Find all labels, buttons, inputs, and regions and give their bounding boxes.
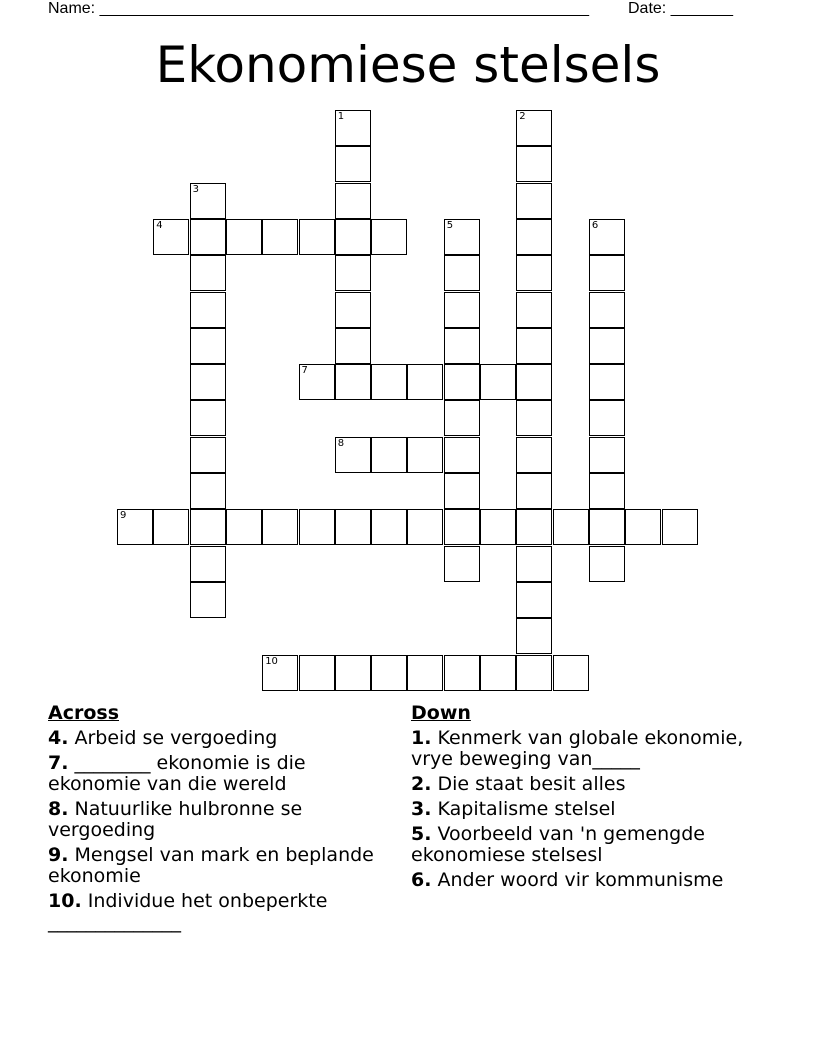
- grid-cell[interactable]: [299, 655, 335, 691]
- grid-cell[interactable]: [444, 509, 480, 545]
- grid-cell[interactable]: [190, 400, 226, 436]
- grid-cell[interactable]: [190, 582, 226, 618]
- name-field-label[interactable]: Name: _______________________________________________________: [48, 0, 589, 17]
- grid-cell[interactable]: [480, 364, 516, 400]
- clue-across-4: [48, 728, 388, 749]
- grid-cell[interactable]: [335, 255, 371, 291]
- grid-cell[interactable]: [589, 437, 625, 473]
- grid-cell[interactable]: [516, 618, 552, 654]
- grid-cell[interactable]: [335, 219, 371, 255]
- grid-cell[interactable]: [516, 146, 552, 182]
- grid-cell[interactable]: [153, 219, 189, 255]
- clue-number: 1.: [411, 727, 432, 749]
- grid-cell[interactable]: [190, 219, 226, 255]
- grid-cell[interactable]: [553, 509, 589, 545]
- clue-across-7: [48, 753, 388, 795]
- grid-cell[interactable]: [407, 437, 443, 473]
- grid-cell[interactable]: [589, 364, 625, 400]
- grid-cell[interactable]: [262, 219, 298, 255]
- grid-cell[interactable]: [190, 328, 226, 364]
- grid-cell[interactable]: [516, 655, 552, 691]
- clue-text: Natuurlike hulbronne se vergoeding: [48, 798, 303, 841]
- grid-cell[interactable]: [444, 437, 480, 473]
- clue-across-9: [48, 845, 388, 887]
- grid-cell[interactable]: [371, 437, 407, 473]
- grid-cell[interactable]: [516, 328, 552, 364]
- grid-cell[interactable]: [299, 509, 335, 545]
- grid-cell[interactable]: [516, 364, 552, 400]
- grid-cell[interactable]: [335, 364, 371, 400]
- grid-cell[interactable]: [625, 509, 661, 545]
- grid-cell[interactable]: [662, 509, 698, 545]
- clue-text: Kenmerk van globale ekonomie, vrye beweging van_____: [411, 727, 744, 770]
- grid-cell[interactable]: [190, 364, 226, 400]
- grid-cell[interactable]: [153, 509, 189, 545]
- grid-cell[interactable]: [553, 655, 589, 691]
- grid-cell[interactable]: [371, 509, 407, 545]
- down-clues: [411, 702, 761, 895]
- cell-number: 4: [156, 219, 163, 231]
- grid-cell[interactable]: [226, 219, 262, 255]
- cell-number: 5: [446, 219, 454, 231]
- date-field-label[interactable]: Date: _______: [628, 0, 733, 17]
- clue-number: 7.: [48, 752, 69, 774]
- clue-number: 5.: [411, 823, 432, 845]
- grid-cell[interactable]: [444, 655, 480, 691]
- clue-text: ________ ekonomie is die ekonomie van die wereld: [48, 752, 306, 795]
- grid-cell[interactable]: [407, 509, 443, 545]
- grid-cell[interactable]: [589, 292, 625, 328]
- grid-cell[interactable]: [335, 328, 371, 364]
- grid-cell[interactable]: [516, 292, 552, 328]
- grid-cell[interactable]: [444, 255, 480, 291]
- grid-cell[interactable]: [190, 473, 226, 509]
- grid-cell[interactable]: [299, 364, 335, 400]
- clue-text: Die staat besit alles: [437, 773, 626, 795]
- grid-cell[interactable]: [407, 655, 443, 691]
- grid-cell[interactable]: [444, 292, 480, 328]
- grid-cell[interactable]: [335, 110, 371, 146]
- clue-text: Voorbeeld van 'n gemengde ekonomiese stelsesl: [411, 823, 705, 866]
- grid-cell[interactable]: [516, 255, 552, 291]
- clue-across-10: [48, 891, 388, 933]
- clue-number: 9.: [48, 844, 69, 866]
- grid-cell[interactable]: [589, 546, 625, 582]
- grid-cell[interactable]: [444, 473, 480, 509]
- across-heading: Across: [48, 702, 120, 724]
- grid-cell[interactable]: [589, 400, 625, 436]
- grid-cell[interactable]: [589, 328, 625, 364]
- grid-cell[interactable]: [190, 183, 226, 219]
- clue-down-1: [411, 728, 761, 770]
- clue-across-8: [48, 799, 388, 841]
- down-heading: Down: [411, 702, 471, 724]
- cell-number: 7: [301, 365, 308, 377]
- grid-cell[interactable]: [516, 437, 552, 473]
- grid-cell[interactable]: [190, 546, 226, 582]
- clue-number: 6.: [411, 869, 432, 891]
- grid-cell[interactable]: [480, 655, 516, 691]
- grid-cell[interactable]: [516, 183, 552, 219]
- grid-cell[interactable]: [516, 509, 552, 545]
- cell-number: 10: [265, 655, 278, 667]
- cell-number: 2: [519, 111, 526, 122]
- grid-cell[interactable]: [335, 509, 371, 545]
- grid-cell[interactable]: [335, 146, 371, 182]
- clue-text: Ander woord vir kommunisme: [437, 869, 724, 891]
- across-clues: [48, 702, 388, 937]
- grid-cell[interactable]: [190, 437, 226, 473]
- grid-cell[interactable]: [589, 509, 625, 545]
- cell-number: 3: [192, 183, 199, 195]
- grid-cell[interactable]: [262, 655, 298, 691]
- clue-text: Mengsel van mark en beplande ekonomie: [48, 844, 374, 887]
- clue-number: 10.: [48, 890, 82, 912]
- clue-down-3: [411, 799, 761, 820]
- grid-cell[interactable]: [516, 219, 552, 255]
- clue-number: 3.: [411, 798, 432, 820]
- cell-number: 8: [337, 437, 345, 449]
- grid-cell[interactable]: [335, 292, 371, 328]
- clue-down-6: [411, 870, 761, 891]
- clue-down-5: [411, 824, 761, 866]
- cell-number: 9: [120, 510, 127, 522]
- clue-down-2: [411, 774, 761, 795]
- grid-cell[interactable]: [190, 292, 226, 328]
- grid-cell[interactable]: [444, 219, 480, 255]
- grid-cell[interactable]: [589, 473, 625, 509]
- grid-cell[interactable]: [589, 219, 625, 255]
- grid-cell[interactable]: [190, 509, 226, 545]
- grid-cell[interactable]: [117, 509, 153, 545]
- cell-number: 6: [591, 219, 599, 231]
- clue-number: 4.: [48, 727, 69, 749]
- grid-cell[interactable]: [516, 582, 552, 618]
- clue-number: 2.: [411, 773, 432, 795]
- grid-cell[interactable]: [516, 400, 552, 436]
- clue-text: Arbeid se vergoeding: [74, 727, 278, 749]
- clue-number: 8.: [48, 798, 69, 820]
- grid-cell[interactable]: [335, 183, 371, 219]
- grid-cell[interactable]: [262, 509, 298, 545]
- grid-cell[interactable]: [516, 110, 552, 146]
- grid-cell[interactable]: [335, 655, 371, 691]
- grid-cell[interactable]: [444, 400, 480, 436]
- grid-cell[interactable]: [480, 509, 516, 545]
- grid-cell[interactable]: [589, 255, 625, 291]
- grid-cell[interactable]: [371, 364, 407, 400]
- grid-cell[interactable]: [371, 219, 407, 255]
- grid-cell[interactable]: [516, 546, 552, 582]
- grid-cell[interactable]: [407, 364, 443, 400]
- grid-cell[interactable]: [444, 328, 480, 364]
- grid-cell[interactable]: [190, 255, 226, 291]
- grid-cell[interactable]: [371, 655, 407, 691]
- grid-cell[interactable]: [516, 473, 552, 509]
- page-title: Ekonomiese stelsels: [155, 36, 661, 94]
- grid-cell[interactable]: [299, 219, 335, 255]
- clue-text: Kapitalisme stelsel: [437, 798, 616, 820]
- grid-cell[interactable]: [444, 546, 480, 582]
- grid-cell[interactable]: [226, 509, 262, 545]
- grid-cell[interactable]: [335, 437, 371, 473]
- clue-text: Individue het onbeperkte ______________: [48, 890, 328, 933]
- cell-number: 1: [337, 111, 345, 122]
- grid-cell[interactable]: [444, 364, 480, 400]
